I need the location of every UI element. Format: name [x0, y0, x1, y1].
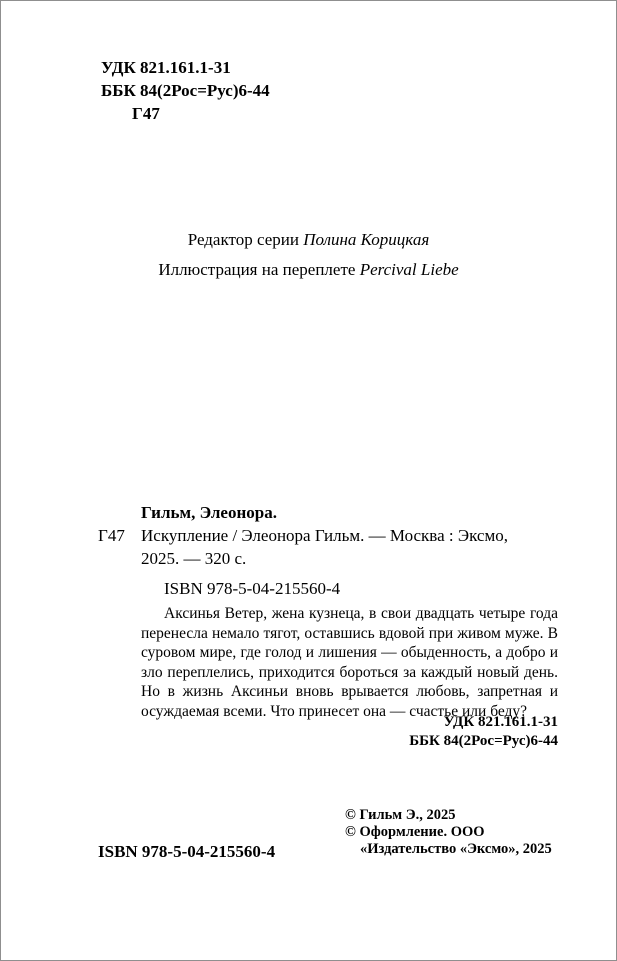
top-classification-codes [101, 56, 270, 125]
card-author-code: Г47 [98, 526, 125, 545]
isbn-bottom: ISBN 978-5-04-215560-4 [98, 842, 276, 861]
copyright-design-line: © Оформление. ООО «Издательство «Эксмо», 2025 [345, 824, 552, 857]
udk-code: УДК 821.161.1-31 [101, 58, 231, 77]
author-sign-code: Г47 [132, 104, 160, 123]
copyright-author-line: © Гильм Э., 2025 [345, 807, 456, 823]
catalog-card [98, 501, 560, 600]
bbk-code: ББК 84(2Рос=Рус)6-44 [101, 81, 270, 100]
copyright-block [345, 807, 559, 858]
card-description-row [98, 524, 560, 570]
udk-code-bottom: УДК 821.161.1-31 [443, 714, 558, 730]
series-editor-label: Редактор серии [187, 230, 304, 249]
series-editor-line [1, 225, 616, 255]
book-annotation: Аксинья Ветер, жена кузнеца, в свои двадцать четыре года перенесла немало тягот, оставшись вдовой при живом муже. В суровом мире, где голод и лишения — обыденность, а добро и зло переплелись, приходится бороться за каждый новый день. Но в жизнь Аксиньи вновь врывается любовь, запретная и осуждаемая всеми. Что принесет она — счастье или беду? [141, 605, 558, 720]
bottom-classification-codes [141, 713, 558, 751]
credits-block [1, 225, 616, 285]
bbk-code-bottom: ББК 84(2Рос=Рус)6-44 [409, 733, 558, 749]
series-editor-name: Полина Корицкая [303, 230, 430, 249]
cover-illustrator-name: Percival Liebe [359, 260, 459, 279]
card-author: Гильм, Элеонора. [141, 503, 277, 522]
card-description: Искупление / Элеонора Гильм. — Москва : Эксмо, 2025. — 320 с. [141, 526, 508, 568]
card-isbn: ISBN 978-5-04-215560-4 [164, 579, 341, 598]
cover-illustration-label: Иллюстрация на переплете [158, 260, 360, 279]
cover-illustration-line [1, 255, 616, 285]
